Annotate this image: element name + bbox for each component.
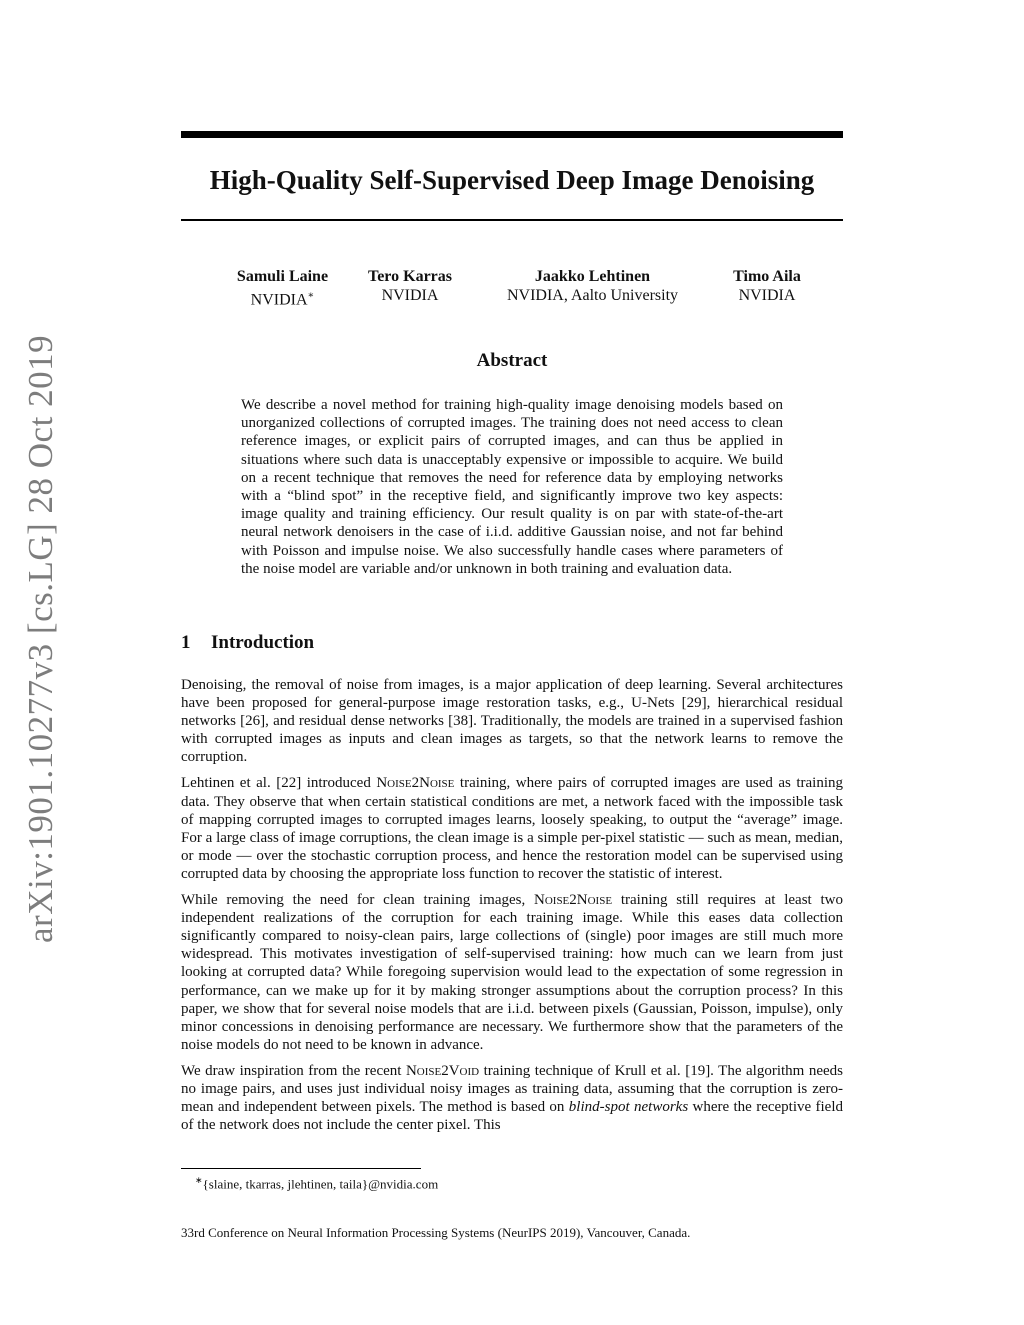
- method-name: Noise2Noise: [376, 775, 455, 792]
- paragraph: Lehtinen et al. [22] introduced Noise2Noise training, where pairs of corrupted images are used as training data. They observe that when certain statistical conditions are met, a network faced with the impossible task of mapping corrupted images to corrupted images learns, loosely speaking, to output the “average” image. For a large class of image corruptions, the clean image is a simple per-pixel statistic — such as mean, median, or mode — over the stochastic corruption process, and hence the restoration model can be supervised using corrupted data by choosing the appropriate loss function to recover the statistic of interest.: [181, 775, 843, 882]
- author-name: Samuli Laine: [236, 268, 329, 285]
- paragraph: Denoising, the removal of noise from images, is a major application of deep learning. Several architectures have been proposed for general-purpose image restoration tasks, e.g., U-Nets [29], hierarchical residual networks [26], and residual dense networks [38]. Traditionally, the models are trained in a supervised fashion with corrupted images as inputs and clean images as targets, so that the network learns to remove the corruption.: [181, 677, 843, 766]
- title-bottom-rule: [181, 219, 843, 221]
- arxiv-stamp: arXiv:1901.10277v3 [cs.LG] 28 Oct 2019: [21, 334, 60, 943]
- author-affiliation: NVIDIA, Aalto University: [506, 287, 679, 304]
- section-title: Introduction: [211, 632, 315, 653]
- author-block: [350, 267, 470, 305]
- section-heading: [181, 632, 314, 654]
- section-number: 1: [181, 632, 191, 653]
- author-block: [480, 267, 705, 305]
- author-name: Tero Karras: [368, 268, 452, 285]
- paper-title: High-Quality Self-Supervised Deep Image Denoising: [209, 165, 815, 195]
- footnote-text: {slaine, tkarras, jlehtinen, taila}@nvidia.com: [202, 1176, 439, 1192]
- author-name: Jaakko Lehtinen: [534, 268, 651, 285]
- paragraph: While removing the need for clean training images, Noise2Noise training still requires at least two independent realizations of the corruption for each training image. While this eases data collection significantly compared to noisy-clean pairs, large collections of (single) poor images are still much more widespread. This motivates investigation of self-supervised training: how much can we learn from just looking at corrupted data? While foregoing supervision would lead to the expectation of some regression in performance, can we make up for it by making stronger assumptions about the corruption process? In this paper, we show that for several noise models that are i.i.d. between pixels (Gaussian, Poisson, impulse), only minor concessions in denoising performance are necessary. We furthermore show that the parameters of the noise models do not need to be known in advance.: [181, 892, 843, 1053]
- author-affiliation: NVIDIA: [738, 287, 796, 304]
- footnote-marker: ∗: [195, 1175, 203, 1185]
- introduction-body: [181, 676, 843, 1142]
- conference-notice: 33rd Conference on Neural Information Processing Systems (NeurIPS 2019), Vancouver, Canada.: [181, 1225, 691, 1240]
- footnote-rule: [181, 1168, 421, 1169]
- paragraph: We draw inspiration from the recent Noise2Void training technique of Krull et al. [19]. The algorithm needs no image pairs, and uses just individual noisy images as training data, assuming that the corruption is zero-mean and independent between pixels. The method is based on blind-spot networks where the receptive field of the network does not include the center pixel. This: [181, 1062, 844, 1134]
- footnote: [195, 1175, 438, 1192]
- author-block: [215, 267, 350, 309]
- title-top-rule: [181, 131, 843, 138]
- author-affiliation: NVIDIA∗: [250, 290, 315, 309]
- author-name: Timo Aila: [733, 268, 801, 285]
- emphasis: blind-spot networks: [568, 1099, 689, 1116]
- author-block: [712, 267, 822, 305]
- footnote-marker: ∗: [307, 290, 315, 301]
- abstract-text: We describe a novel method for training high-quality image denoising models based on unorganized collections of corrupted images. The training does not need access to clean reference images, or explicit pairs of corrupted images, and can thus be applied in situations where such data is unacceptably expensive or impossible to acquire. We build on a recent technique that removes the need for reference data by employing networks with a “blind spot” in the receptive field, and significantly improve two key aspects: image quality and training efficiency. Our result quality is on par with state-of-the-art neural network denoisers in the case of i.i.d. additive Gaussian noise, and not far behind with Poisson and impulse noise. We also successfully handle cases where parameters of the noise model are variable and/or unknown in both training and evaluation data.: [241, 397, 783, 577]
- abstract-heading: Abstract: [476, 350, 548, 371]
- author-affiliation: NVIDIA: [381, 287, 439, 304]
- method-name: Noise2Noise: [534, 892, 613, 909]
- method-name: Noise2Void: [405, 1062, 480, 1079]
